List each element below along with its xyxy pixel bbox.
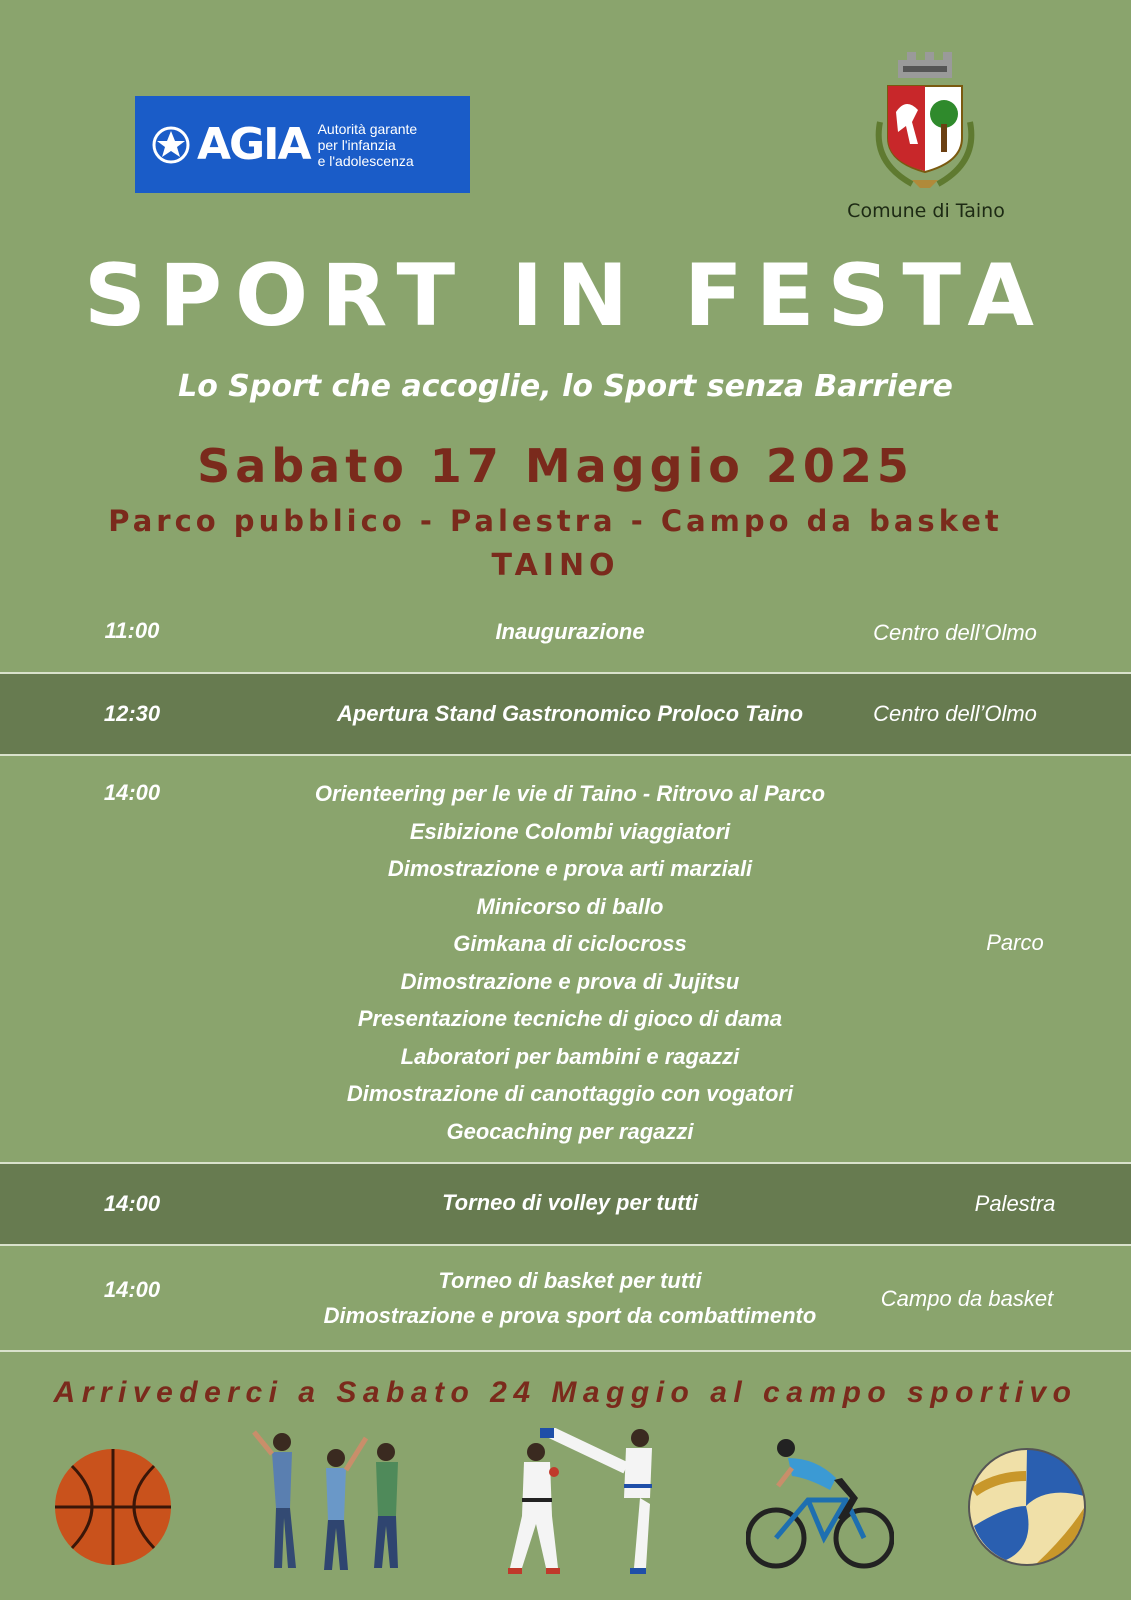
schedule-location: Parco [986, 930, 1044, 955]
agia-tagline: Autorità garante per l'infanzia e l'adolescenza [317, 120, 418, 169]
activity: Dimostrazione di canottaggio con vogatori [346, 1081, 794, 1106]
activity: Apertura Stand Gastronomico Proloco Taino [336, 701, 804, 726]
divider [0, 1350, 1131, 1352]
cyclist-icon [746, 1438, 894, 1570]
activity: Orienteering per le vie di Taino - Ritrovo al Parco [314, 781, 826, 806]
schedule-time: 14:00 [103, 780, 161, 805]
event-date: Sabato 17 Maggio 2025 [197, 439, 914, 493]
activity: Laboratori per bambini e ragazzi [400, 1043, 740, 1069]
activity: Esibizione Colombi viaggiatori [409, 818, 731, 844]
emblem-icon [151, 125, 191, 165]
activity: Inaugurazione [495, 619, 645, 644]
schedule-activities [260, 775, 880, 1150]
schedule-activities [260, 608, 880, 656]
schedule-time: 14:00 [103, 1191, 161, 1216]
activity: Torneo di basket per tutti [438, 1268, 702, 1293]
taino-crest-icon [872, 52, 978, 190]
schedule-time: 14:00 [103, 1277, 161, 1302]
schedule-location: Campo da basket [880, 1286, 1054, 1311]
agia-logo [135, 96, 470, 193]
activity: Dimostrazione e prova sport da combattimento [323, 1303, 817, 1328]
event-town: TAINO [491, 548, 620, 583]
schedule-time: 11:00 [104, 618, 160, 643]
municipality-name: Comune di Taino [847, 200, 1005, 222]
schedule-time: 12:30 [103, 701, 161, 726]
schedule-row [0, 1164, 1131, 1244]
volleyball-icon [966, 1446, 1088, 1568]
dancers-icon [248, 1428, 420, 1578]
schedule-row [0, 1246, 1131, 1350]
schedule-location: Palestra [974, 1191, 1056, 1216]
activity: Minicorso di ballo [476, 893, 664, 919]
schedule-row [0, 608, 1131, 672]
event-title: SPORT IN FESTA [84, 246, 1047, 346]
event-places: Parco pubblico - Palestra - Campo da basket [108, 504, 1003, 538]
martial-arts-icon [500, 1428, 672, 1578]
basketball-icon [52, 1446, 174, 1568]
schedule-row [0, 756, 1131, 1162]
activity: Geocaching per ragazzi [446, 1118, 694, 1144]
schedule-activities [260, 1164, 880, 1242]
schedule-activities [260, 674, 880, 754]
schedule-activities [260, 1263, 880, 1333]
activity: Dimostrazione e prova di Jujitsu [400, 968, 740, 994]
farewell-message: Arrivederci a Sabato 24 Maggio al campo sportivo [53, 1376, 1078, 1409]
agia-wordmark: AGIA [197, 119, 310, 170]
schedule-location: Centro dell’Olmo [873, 620, 1037, 645]
schedule-row [0, 674, 1131, 754]
schedule-location: Centro dell’Olmo [873, 701, 1037, 726]
activity: Torneo di volley per tutti [442, 1190, 698, 1215]
activity: Presentazione tecniche di gioco di dama [357, 1006, 783, 1031]
event-subtitle: Lo Sport che accoglie, lo Sport senza Barriere [178, 369, 953, 404]
activity: Gimkana di ciclocross [453, 931, 687, 956]
activity: Dimostrazione e prova arti marziali [387, 856, 753, 881]
